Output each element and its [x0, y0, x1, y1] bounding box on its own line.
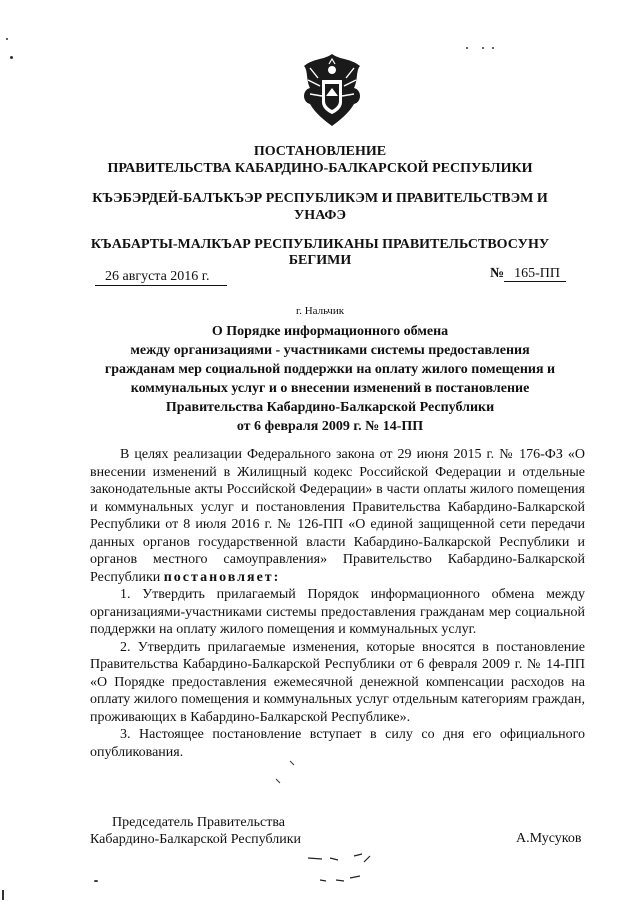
- preamble-paragraph: [90, 446, 585, 586]
- issuer-heading-kabardian-cont: УНАФЭ: [294, 208, 346, 223]
- item-3: 3. Настоящее постановление вступает в силу со дня его официального опубликования.: [90, 727, 585, 760]
- document-number: [490, 266, 566, 282]
- document-date: 26 августа 2016 г.: [95, 269, 227, 286]
- scan-mark: [270, 757, 300, 787]
- scan-dot: [94, 880, 98, 882]
- title-line: между организациями - участниками системы предоставления: [130, 343, 530, 358]
- city: г. Нальчик: [295, 305, 345, 317]
- issuer-heading-kabardian: КЪЭБЭРДЕЙ-БАЛЪКЪЭР РЕСПУБЛИКЭМ И ПРАВИТЕЛЬСТВЭМ И: [92, 191, 548, 206]
- preamble-text: В целях реализации Федерального закона от 29 июня 2015 г. № 176-ФЗ «О внесении изменений в Жилищный кодекс Российской Федерации и отдельные законодательные акты Российской Федерации» в части оплаты жилого помещения и коммунальных услуг и постановления Правительства Кабардино-Балкарской Республики от 8 июля 2016 г. № 126-ПП «О единой защищенной сети передачи данных органов государственной власти Кабардино-Балкарской Республики и органов местного самоуправления» Правительство Кабардино-Балкарской Республики: [90, 447, 585, 585]
- document-title: [90, 322, 570, 436]
- title-line: коммунальных услуг и о внесении изменений в постановление: [130, 381, 530, 396]
- scan-dot: [482, 47, 484, 49]
- title-line: О Порядке информационного обмена: [211, 324, 449, 339]
- scan-dot: [466, 47, 468, 49]
- coat-of-arms-icon: [296, 50, 368, 128]
- title-line: от 6 февраля 2009 г. № 14-ПП: [236, 419, 424, 434]
- handwritten-signature: [300, 846, 380, 886]
- signatory-name: А.Мусуков: [516, 831, 582, 846]
- doc-type-heading: ПОСТАНОВЛЕНИЕ: [253, 144, 387, 159]
- item-2: 2. Утвердить прилагаемые изменения, которые вносятся в постановление Правительства Кабардино-Балкарской Республики от 6 февраля 2009 г. № 14-ПП «О Порядке предоставления ежемесячной денежной компенсации расходов на оплату жилого помещения и коммунальных услуг отдельным категориям граждан, проживающих в Кабардино-Балкарской Республике».: [90, 639, 585, 725]
- issuer-heading: ПРАВИТЕЛЬСТВА КАБАРДИНО-БАЛКАРСКОЙ РЕСПУБЛИКИ: [107, 161, 533, 176]
- position-line: Кабардино-Балкарской Республики: [90, 832, 301, 847]
- scan-dot: [10, 56, 13, 59]
- resolves-keyword: постановляет:: [163, 569, 281, 585]
- document-body: [90, 446, 585, 761]
- scan-dot: [6, 38, 8, 40]
- signatory-position: [90, 814, 301, 848]
- number-value: 165-ПП: [504, 266, 566, 282]
- title-line: Правительства Кабардино-Балкарской Республики: [165, 400, 495, 415]
- scan-dot: [492, 47, 494, 49]
- issuer-heading-balkar: КЪАБАРТЫ-МАЛКЪАР РЕСПУБЛИКАНЫ ПРАВИТЕЛЬСТВОСУНУ: [90, 237, 550, 252]
- number-sign: №: [490, 266, 505, 281]
- scan-edge-mark: [2, 890, 4, 900]
- issuer-heading-balkar-cont: БЕГИМИ: [288, 253, 352, 268]
- title-line: гражданам мер социальной поддержки на оплату жилого помещения и: [104, 362, 556, 377]
- item-1: 1. Утвердить прилагаемый Порядок информационного обмена между организациями-участниками системы предоставления гражданам мер социальной поддержки на оплату жилого помещения и коммунальных услуг.: [90, 587, 585, 637]
- position-line: Председатель Правительства: [112, 815, 285, 830]
